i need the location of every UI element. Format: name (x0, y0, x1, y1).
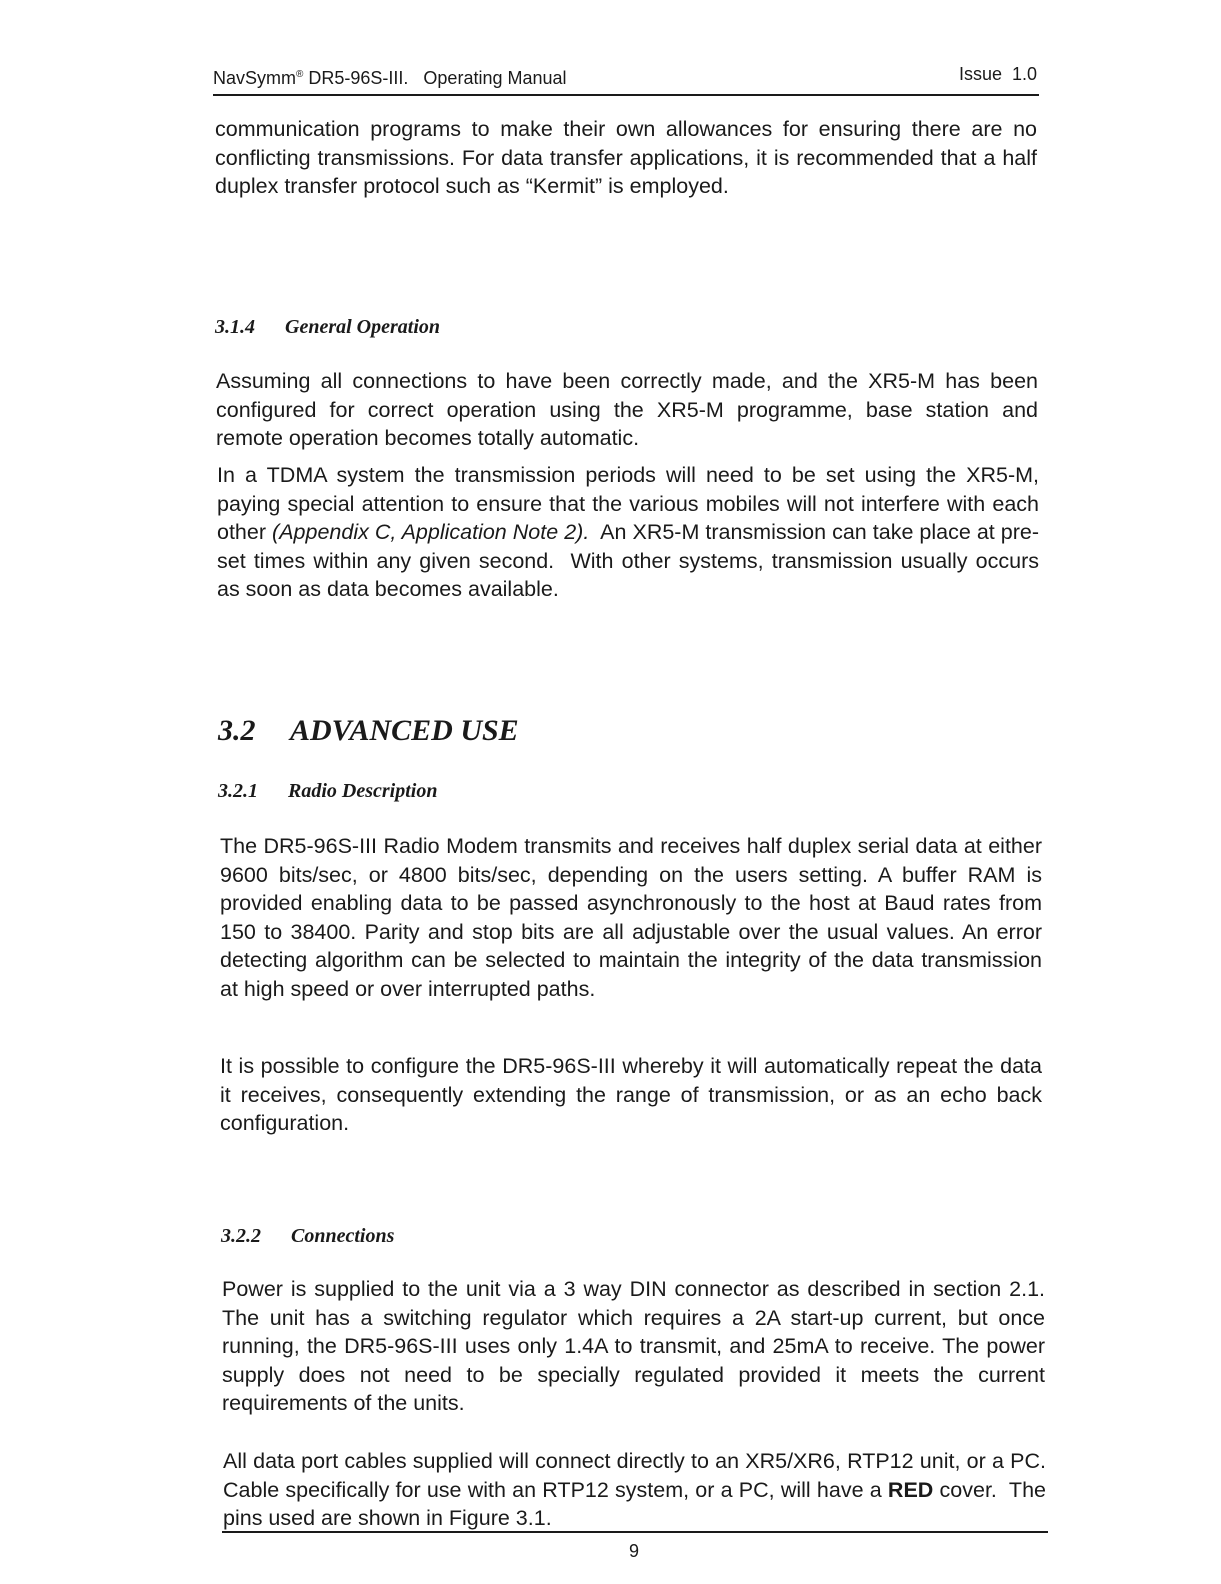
section-title: General Operation (285, 316, 440, 338)
header-title (213, 68, 567, 89)
section-3-2-2-heading (221, 1225, 394, 1248)
registered-mark: ® (296, 69, 304, 80)
section-title: Radio Description (288, 780, 438, 802)
footer-divider (222, 1531, 1048, 1533)
section-number: 3.2.1 (218, 780, 258, 802)
paragraph-text: In a TDMA system the transmission periods will need to be set using the XR5-M, paying special attention to ensure that the various mobiles will not interfere with each other (217, 463, 1039, 544)
header-brand: NavSymm (213, 68, 297, 88)
section-3-2-heading (218, 714, 519, 748)
general-operation-paragraph-1: Assuming all connections to have been correctly made, and the XR5-M has been configured for correct operation using the XR5-M programme, base station and remote operation becomes totally automatic. (216, 369, 1038, 450)
page-header (213, 60, 1039, 96)
radio-description-paragraph-2: It is possible to configure the DR5-96S-III whereby it will automatically repeat the data it receives, consequently extending the range of transmission, or as an echo back configuration. (220, 1054, 1042, 1135)
section-3-2-1-heading (218, 780, 437, 803)
connections-paragraph-2 (223, 1447, 1052, 1533)
header-title-rest: DR5-96S-III. Operating Manual (303, 68, 567, 88)
paragraph-text: cover. The pins used are shown in Figure 3.1. (223, 1477, 1052, 1530)
page-number: 9 (628, 1541, 639, 1561)
radio-description-paragraph-1: The DR5-96S-III Radio Modem transmits and receives half duplex serial data at either 9600 bits/sec, or 4800 bits/sec, depending on the users setting. A buffer RAM is provided enabling data to be passed asynchronously to the host at Baud rates from 150 to 38400. Parity and stop bits are all adjustable over the usual values. An error detecting algorithm can be selected to maintain the integrity of the data transmission at high speed or over interrupted paths. (220, 834, 1042, 1001)
connections-paragraph-1: Power is supplied to the unit via a 3 way DIN connector as described in section 2.1. The unit has a switching regulator which requires a 2A start-up current, but once running, the DR5-96S-III uses only 1.4A to transmit, and 25mA to receive. The power supply does not need to be specially regulated provided it meets the current requirements of the units. (222, 1277, 1045, 1415)
section-number: 3.2.2 (221, 1225, 261, 1247)
header-issue: Issue 1.0 (958, 64, 1037, 84)
red-cover-emphasis: RED (887, 1477, 934, 1502)
intro-paragraph: communication programs to make their own allowances for ensuring there are no conflicting transmissions. For data transfer applications, it is recommended that a half duplex transfer protocol such as “Kermit” is employed. (215, 117, 1037, 198)
section-3-1-4-heading (215, 316, 440, 339)
section-title: Connections (291, 1225, 395, 1247)
paragraph-text: All data port cables supplied will connect directly to an XR5/XR6, RTP12 unit, or a PC. Cable specifically for use with an RTP12 system, or a PC, will have a (223, 1449, 1046, 1502)
general-operation-paragraph-2 (217, 461, 1045, 604)
section-title: ADVANCED USE (290, 714, 519, 747)
appendix-reference: (Appendix C, Application Note 2). (272, 520, 590, 544)
paragraph-text: An XR5-M transmission can take place at pre-set times within any given second. With other systems, transmission usually occurs as soon as data becomes available. (217, 520, 1045, 601)
section-number: 3.1.4 (215, 316, 255, 338)
section-number: 3.2 (218, 714, 256, 747)
